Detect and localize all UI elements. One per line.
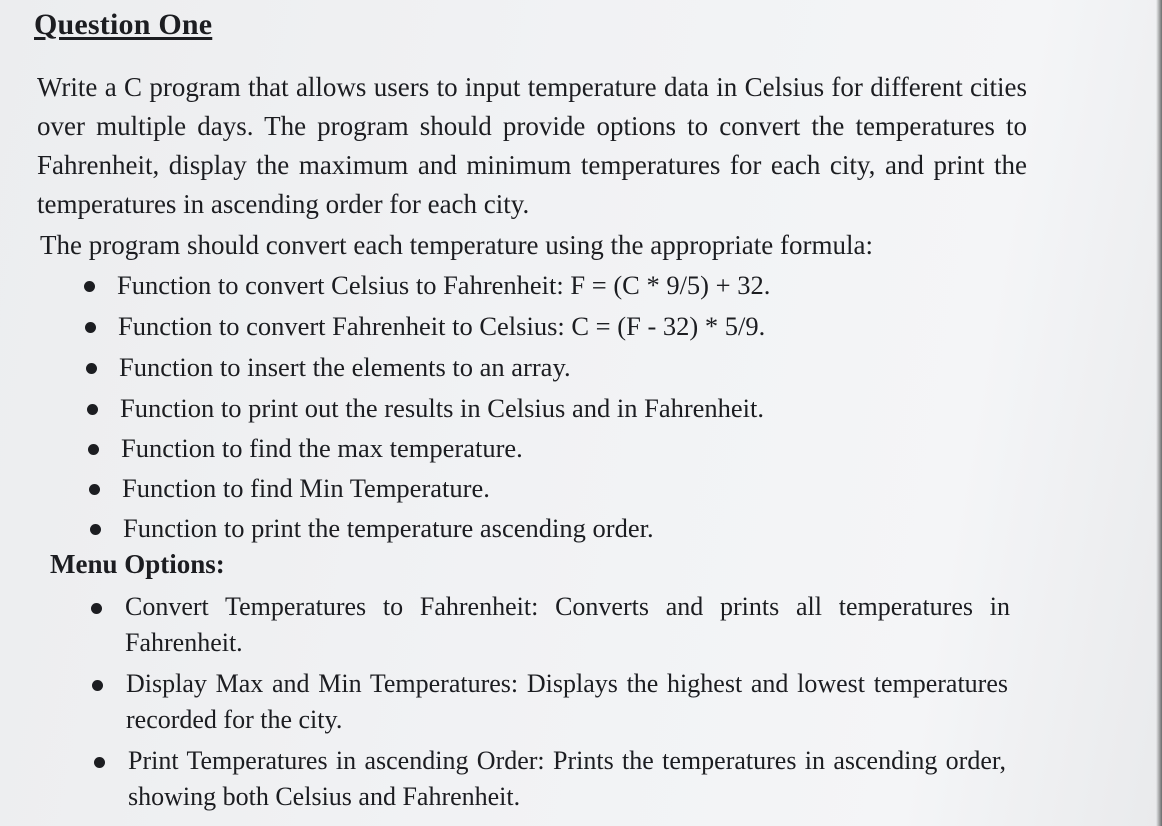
question-title: Question One bbox=[34, 8, 213, 41]
list-item bbox=[123, 511, 654, 545]
bullet-icon bbox=[92, 680, 103, 691]
list-item bbox=[122, 471, 490, 505]
problem-paragraph: Write a C program that allows users to input temperature data in Celsius for different cities over multiple days. The program should provide options to convert the temperatures to Fahrenheit, display the maximum and minimum temperatures for each city, and print the temperatures in ascending order for each city. bbox=[37, 72, 1027, 219]
function-text: Function to convert Fahrenheit to Celsius: C = (F - 32) * 5/9. bbox=[118, 311, 766, 341]
function-text: Function to insert the elements to an array. bbox=[119, 352, 571, 382]
bullet-icon bbox=[91, 603, 102, 614]
formula-intro: The program should convert each temperature using the appropriate formula: bbox=[40, 230, 873, 260]
menu-options-heading: Menu Options: bbox=[50, 549, 225, 579]
list-item bbox=[126, 666, 1008, 738]
function-text: Function to find the max temperature. bbox=[121, 433, 523, 463]
menu-option-text: Convert Temperatures to Fahrenheit: Converts and prints all temperatures in Fahrenheit. bbox=[125, 592, 1010, 657]
bullet-icon bbox=[90, 524, 101, 535]
list-item bbox=[121, 431, 523, 465]
bullet-icon bbox=[88, 444, 99, 455]
menu-option-text: Display Max and Min Temperatures: Displays the highest and lowest temperatures recorded for the city. bbox=[126, 669, 1008, 734]
function-text: Function to print out the results in Celsius and in Fahrenheit. bbox=[120, 393, 765, 423]
list-item bbox=[117, 268, 770, 302]
bullet-icon bbox=[89, 484, 100, 495]
bullet-icon bbox=[84, 281, 95, 292]
list-item bbox=[118, 309, 765, 343]
bullet-icon bbox=[94, 757, 105, 768]
bullet-icon bbox=[87, 404, 98, 415]
function-text: Function to find Min Temperature. bbox=[122, 473, 490, 503]
list-item bbox=[125, 589, 1010, 661]
bullet-icon bbox=[86, 363, 97, 374]
menu-option-text: Print Temperatures in ascending Order: Prints the temperatures in ascending order, showing both Celsius and Fahrenheit. bbox=[128, 746, 1006, 811]
list-item bbox=[119, 350, 571, 384]
screen-edge-shadow bbox=[1156, 0, 1162, 826]
list-item bbox=[128, 743, 1006, 815]
bullet-icon bbox=[85, 322, 96, 333]
function-text: Function to convert Celsius to Fahrenheit: F = (C * 9/5) + 32. bbox=[117, 270, 771, 300]
function-text: Function to print the temperature ascending order. bbox=[123, 513, 654, 543]
list-item bbox=[120, 391, 764, 425]
